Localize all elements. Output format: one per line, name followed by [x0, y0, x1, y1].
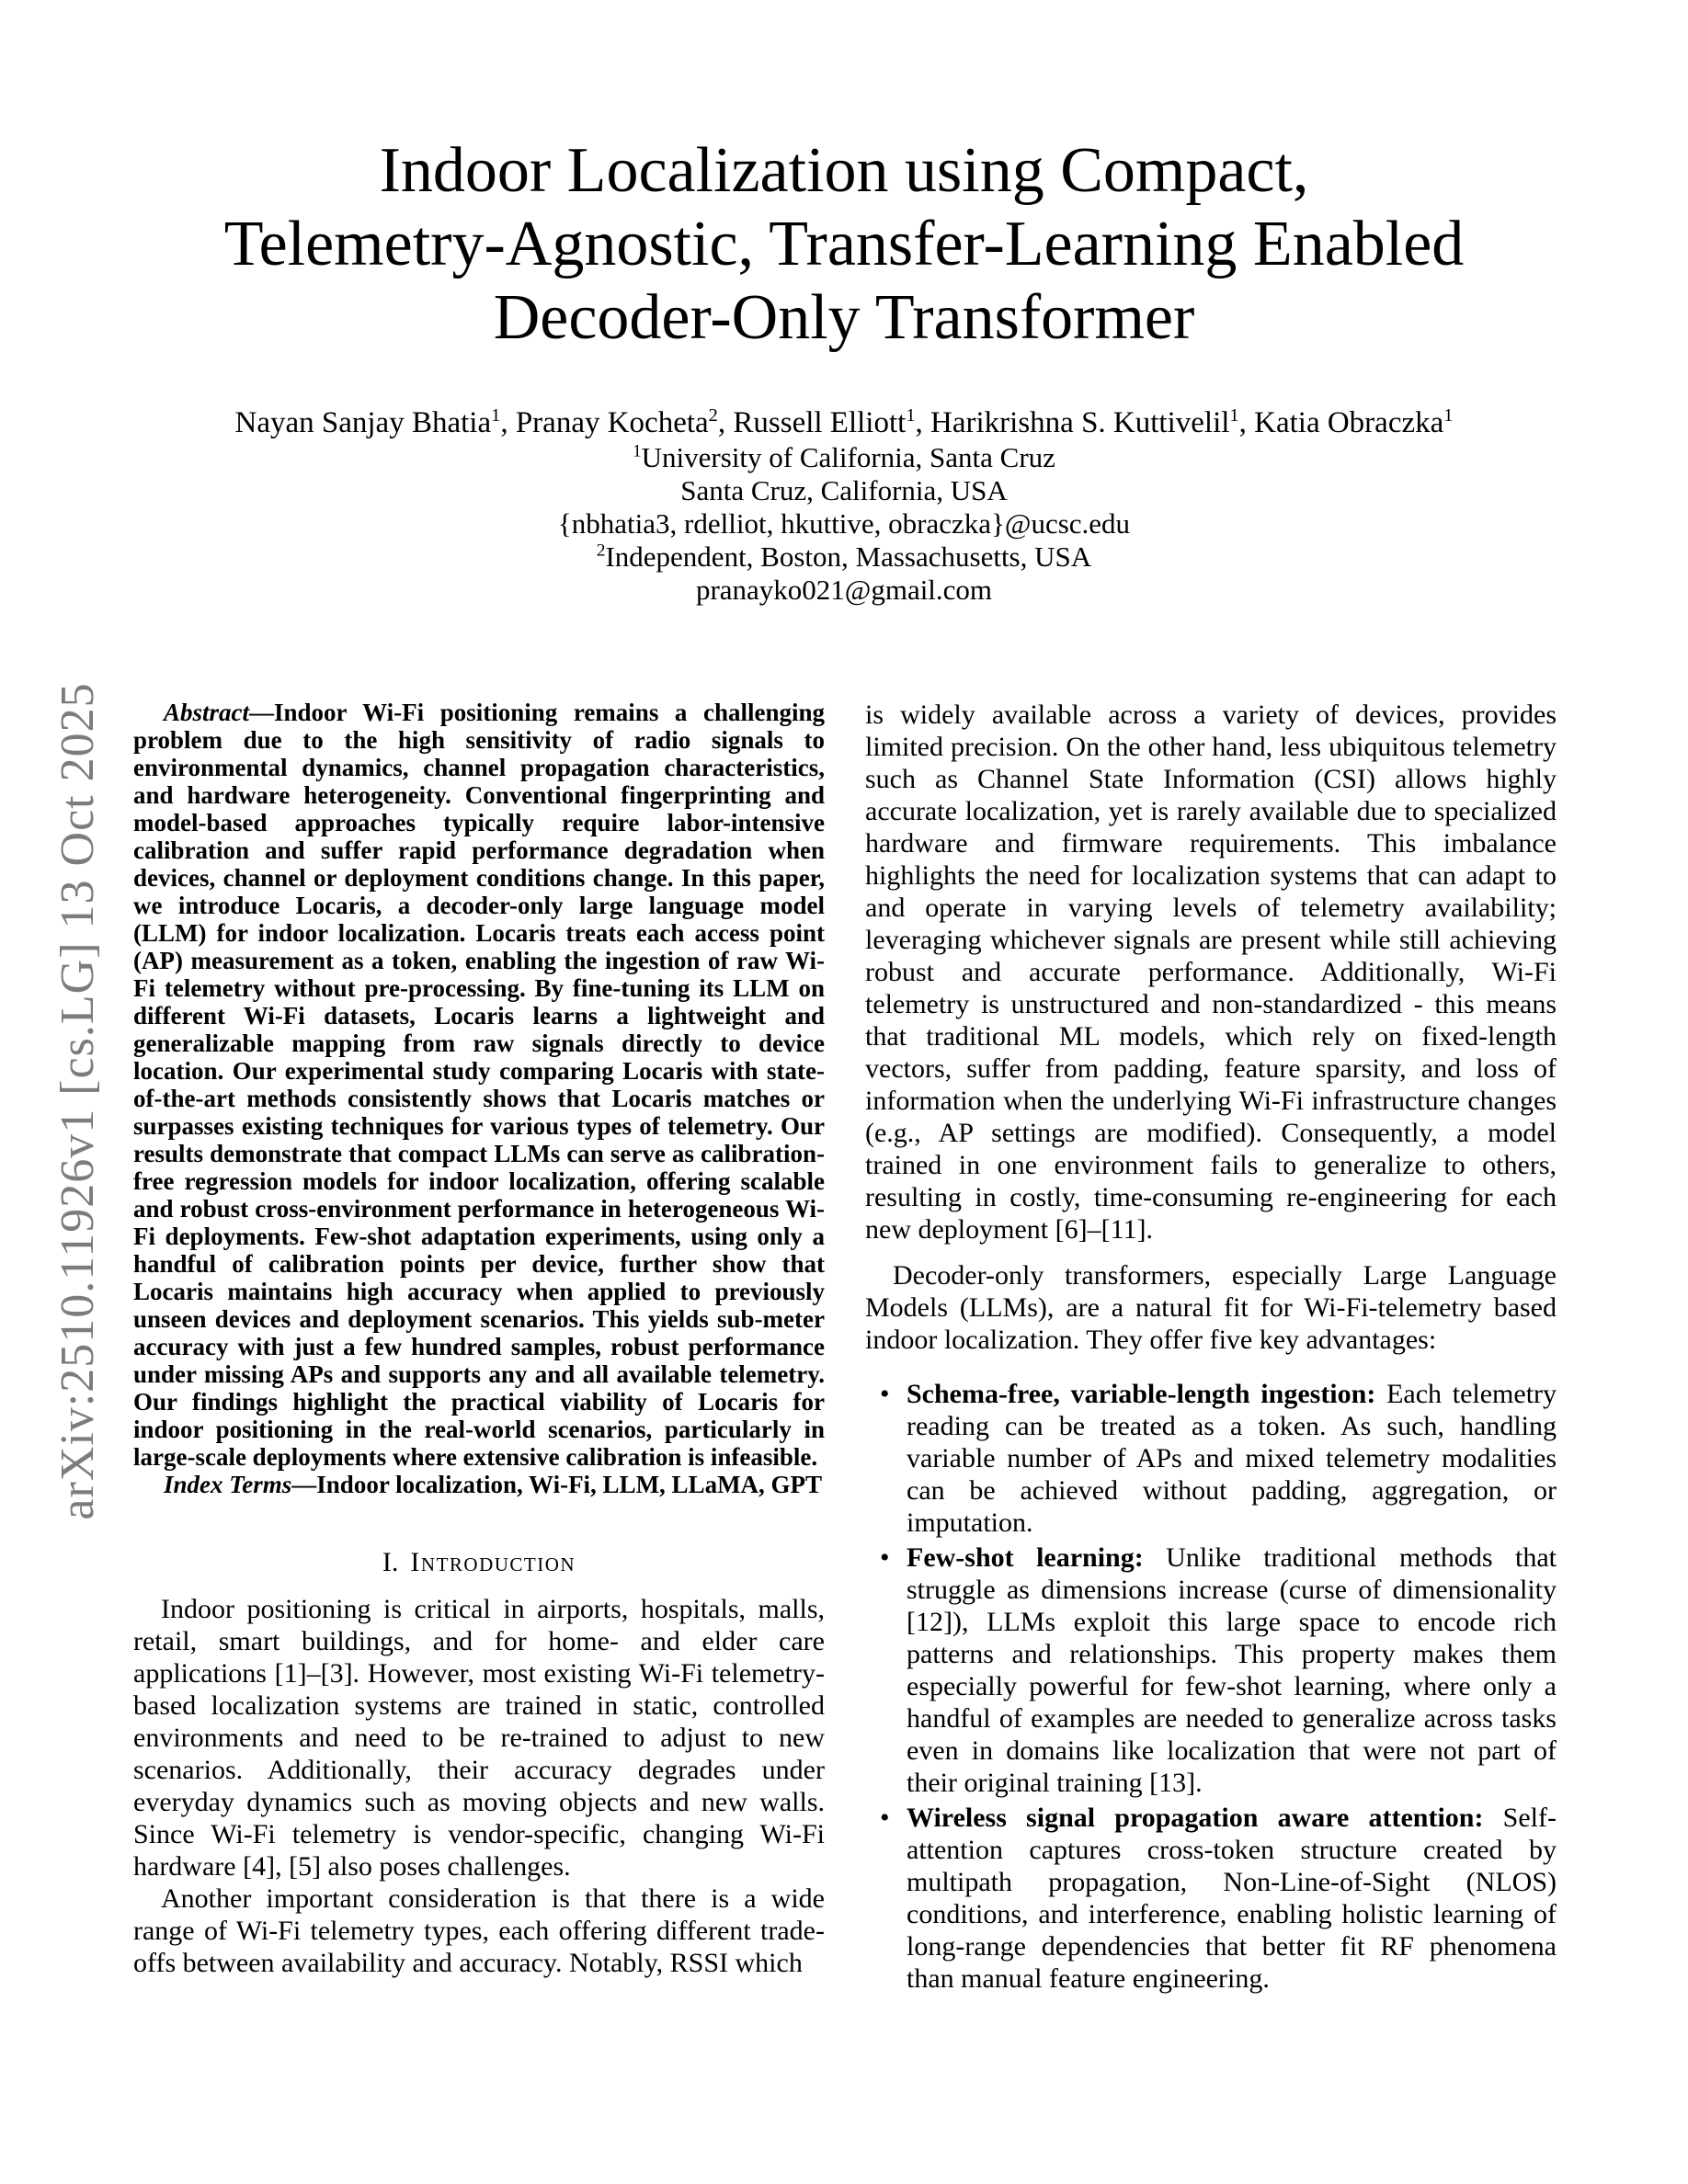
- author-name: Nayan Sanjay Bhatia$^1$,: [234, 405, 516, 439]
- advantage-lead: Wireless signal propagation aware attention:: [907, 1803, 1484, 1833]
- abstract-block: [133, 699, 825, 1498]
- advantage-item-few-shot: [865, 1541, 1557, 1799]
- left-column: [133, 699, 825, 1979]
- index-terms-paragraph: [133, 1471, 825, 1498]
- section-heading-introduction: [133, 1546, 825, 1578]
- abstract-paragraph: [133, 699, 825, 1471]
- affiliation-independent: $^2$Independent, Boston, Massachusetts, USA: [596, 540, 1092, 573]
- advantage-lead: Few-shot learning:: [907, 1542, 1144, 1573]
- advantage-item-propagation-attention: [865, 1802, 1557, 1995]
- affiliation-city: Santa Cruz, California, USA: [680, 474, 1008, 506]
- author-names-line: [0, 404, 1688, 441]
- advantage-item-schema-free: [865, 1378, 1557, 1539]
- authors-block: [0, 404, 1688, 607]
- affiliation-email-personal: pranayko021@gmail.com: [695, 574, 993, 606]
- right-column: [865, 699, 1557, 1997]
- affiliation-mark: 1: [1229, 405, 1239, 426]
- index-terms-label: Index Terms—: [164, 1471, 317, 1498]
- intro-paragraph-4: Decoder-only transformers, especially Large Language Models (LLMs), are a natural fit for Wi-Fi-telemetry based indoor localization. They offer five key advantages:: [865, 1260, 1557, 1355]
- title-line-1: Indoor Localization using Compact,: [379, 135, 1309, 206]
- affiliation-mark: 2: [596, 540, 606, 561]
- abstract-label: Abstract—: [164, 699, 275, 726]
- title-line-3: Decoder-Only Transformer: [493, 282, 1195, 353]
- section-number: I.: [382, 1547, 399, 1577]
- affiliation-university: $^1$University of California, Santa Cruz: [633, 441, 1055, 473]
- paper-title: [0, 134, 1688, 355]
- affiliation-mark: 2: [708, 405, 718, 426]
- advantages-list: [865, 1378, 1557, 1995]
- author-name: Katia Obraczka$^1$: [1254, 405, 1454, 439]
- arxiv-watermark: arXiv:2510.11926v1 [cs.LG] 13 Oct 2025: [51, 682, 104, 1520]
- abstract-text: Indoor Wi-Fi positioning remains a challenging problem due to the high sensitivity of radio signals to environmental dynamics, channel propagation characteristics, and hardware heterogeneity. Conventional fingerprinting and model-based approaches typically require labor-intensive calibration and suffer rapid performance degradation when devices, channel or deployment conditions change. In this paper, we introduce Locaris, a decoder-only large language model (LLM) for indoor localization. Locaris treats each access point (AP) measurement as a token, enabling the ingestion of raw Wi-Fi telemetry without pre-processing. By fine-tuning its LLM on different Wi-Fi datasets, Locaris learns a lightweight and generalizable mapping from raw signals directly to device location. Our experimental study comparing Locaris with state-of-the-art methods consistently shows that Locaris matches or surpasses existing techniques for various types of telemetry. Our results demonstrate that compact LLMs can serve as calibration-free regression models for indoor localization, offering scalable and robust cross-environment performance in heterogeneous Wi-Fi deployments. Few-shot adaptation experiments, using only a handful of calibration points per device, further show that Locaris maintains high accuracy when applied to previously unseen devices and deployment scenarios. This yields sub-meter accuracy with just a few hundred samples, robust performance under missing APs and supports any and all available telemetry. Our findings highlight the practical viability of Locaris for indoor positioning in the real-world scenarios, particularly in large-scale deployments where extensive calibration is infeasible.: [133, 699, 825, 1471]
- intro-paragraph-1: Indoor positioning is critical in airports, hospitals, malls, retail, smart buildings, and for home- and elder care applications [1]–[3]. However, most existing Wi-Fi telemetry-based localization systems are trained in static, controlled environments and need to be re-trained to adjust to new scenarios. Additionally, their accuracy degrades under everyday dynamics such as moving objects and new walls. Since Wi-Fi telemetry is vendor-specific, changing Wi-Fi hardware [4], [5] also poses challenges.: [133, 1594, 825, 1882]
- affiliation-mark: 1: [1443, 405, 1454, 426]
- affiliation-mark: 1: [633, 441, 642, 461]
- introduction-right-text: [865, 699, 1557, 1995]
- author-name: Harikrishna S. Kuttivelil$^1$,: [930, 405, 1255, 439]
- affiliation-mark: 1: [906, 405, 916, 426]
- author-name: Pranay Kocheta$^2$,: [515, 405, 734, 439]
- intro-paragraph-3: is widely available across a variety of devices, provides limited precision. On the other hand, less ubiquitous telemetry such as Channel State Information (CSI) allows highly accurate localization, yet is rarely available due to specialized hardware and firmware requirements. This imbalance highlights the need for localization systems that can adapt to and operate in varying levels of telemetry availability; leveraging whichever signals are present while still achieving robust and accurate performance. Additionally, Wi-Fi telemetry is unstructured and non-standardized - this means that traditional ML models, which rely on fixed-length vectors, suffer from padding, feature sparsity, and loss of information when the underlying Wi-Fi infrastructure changes (e.g., AP settings are modified). Consequently, a model trained in one environment fails to generalize to others, resulting in costly, time-consuming re-engineering for each new deployment [6]–[11].: [865, 700, 1557, 1245]
- author-name: Russell Elliott$^1$,: [733, 405, 931, 439]
- affiliation-email-group: {nbhatia3, rdelliot, hkuttive, obraczka}@ucsc.edu: [557, 507, 1131, 540]
- advantage-text: Self-attention captures cross-token structure created by multipath propagation, Non-Line-of-Sight (NLOS) conditions, and interference, enabling holistic learning of long-range dependencies that better fit RF phenomena than manual feature engineering.: [907, 1803, 1557, 1994]
- title-line-2: Telemetry-Agnostic, Transfer-Learning Enabled: [223, 209, 1465, 279]
- advantage-text: Unlike traditional methods that struggle as dimensions increase (curse of dimensionality [12]), LLMs exploit this large space to encode rich patterns and relationships. This property makes them especially powerful for few-shot learning, where only a handful of examples are needed to generalize across tasks even in domains like localization that were not part of their original training [13].: [907, 1542, 1557, 1798]
- section-title: Introduction: [410, 1547, 576, 1577]
- introduction-left-text: [133, 1593, 825, 1979]
- index-terms-text: Indoor localization, Wi-Fi, LLM, LLaMA, GPT: [316, 1471, 823, 1498]
- affiliation-mark: 1: [491, 405, 501, 426]
- intro-paragraph-2: Another important consideration is that there is a wide range of Wi-Fi telemetry types, each offering different trade-offs between availability and accuracy. Notably, RSSI which: [133, 1883, 825, 1978]
- advantage-lead: Schema-free, variable-length ingestion:: [907, 1379, 1376, 1409]
- advantage-text: Each telemetry reading can be treated as a token. As such, handling variable number of APs and mixed telemetry modalities can be achieved without padding, aggregation, or imputation.: [907, 1379, 1557, 1538]
